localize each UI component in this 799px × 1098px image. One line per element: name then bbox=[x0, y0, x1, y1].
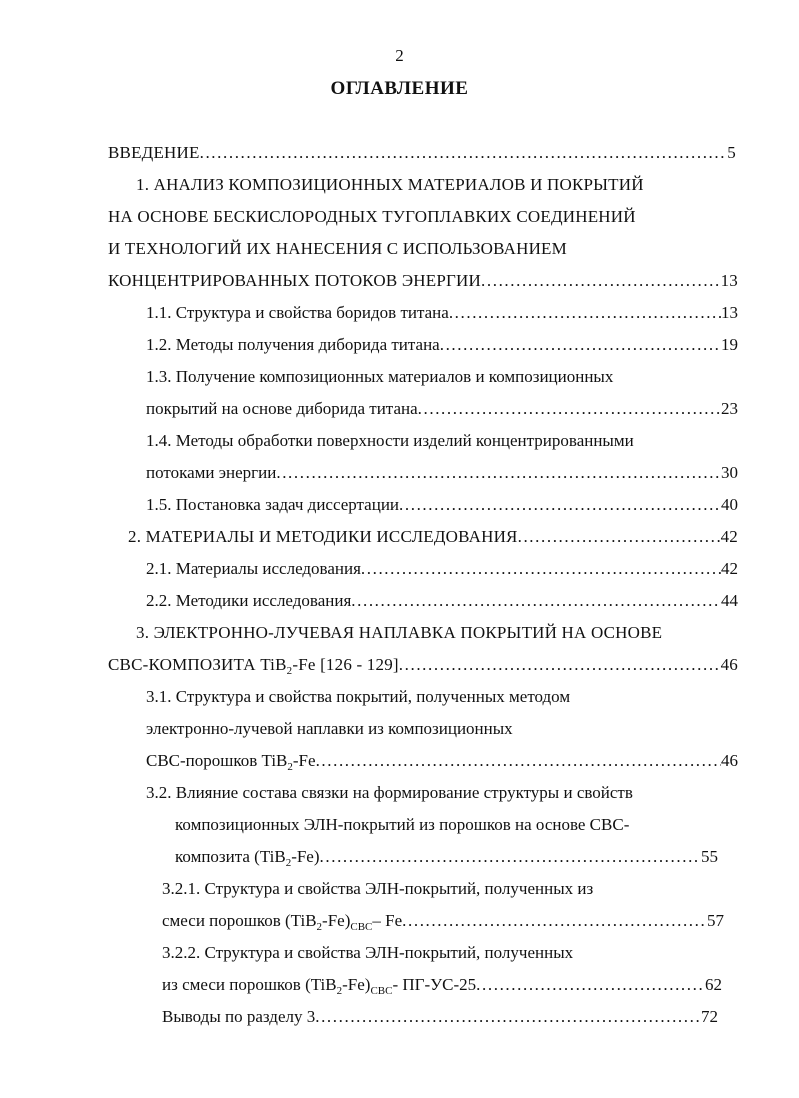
toc-chapter-1-last-line bbox=[108, 270, 738, 292]
toc-entry-3-1-line: электронно-лучевой наплавки из композиционных bbox=[146, 719, 513, 738]
toc-entry-3-2-1-line: 3.2.1. Структура и свойства ЭЛН-покрытий, полученных из bbox=[162, 879, 594, 898]
toc-entry-text: 2.1. Материалы исследования bbox=[146, 559, 361, 578]
toc-entry-2-1 bbox=[146, 558, 738, 580]
toc-entry-text: КОНЦЕНТРИРОВАННЫХ ПОТОКОВ ЭНЕРГИИ bbox=[108, 271, 482, 290]
toc-page-number: 23 bbox=[721, 399, 738, 418]
toc-page-number: 42 bbox=[721, 559, 738, 578]
toc-entry-1-3 bbox=[146, 398, 738, 420]
toc-entry-text: потоками энергии bbox=[146, 463, 277, 482]
toc-entry-1-5 bbox=[146, 494, 738, 516]
toc-page-number: 46 bbox=[721, 751, 738, 770]
toc-entry-3-1-line: 3.1. Структура и свойства покрытий, полученных методом bbox=[146, 687, 571, 706]
toc-entry-conclusions-3 bbox=[162, 1006, 718, 1028]
toc-entry-1-4-line: 1.4. Методы обработки поверхности изделий концентрированными bbox=[146, 431, 634, 450]
toc-entry-text: 2.2. Методики исследования bbox=[146, 591, 352, 610]
toc-entry-text: 1.5. Постановка задач диссертации bbox=[146, 495, 400, 514]
toc-chapter-3-last-line bbox=[108, 654, 738, 676]
toc-entry-3-2-2 bbox=[162, 974, 722, 996]
toc-entry-1-1 bbox=[146, 302, 738, 324]
toc-entry-3-1 bbox=[146, 750, 738, 772]
toc-entry-text: СВС-порошков TiB$_2$-Fe bbox=[146, 751, 316, 773]
toc-page-number: 13 bbox=[721, 303, 738, 322]
toc-page-number: 13 bbox=[720, 271, 738, 290]
toc-page-number: 57 bbox=[707, 911, 724, 930]
toc-page-number: 72 bbox=[701, 1007, 718, 1026]
toc-entry-1-3-line: 1.3. Получение композиционных материалов и композиционных bbox=[146, 367, 614, 386]
toc-entry-text: СВС-КОМПОЗИТА TiB$_2$-Fe [126 - 129] bbox=[108, 655, 399, 677]
toc-page-number: 19 bbox=[721, 335, 738, 354]
toc-entry-text: 1.2. Методы получения диборида титана bbox=[146, 335, 440, 354]
toc-entry-text: из смеси порошков $(TiB_2-Fe)_{СВС}-$ ПГ-УС-25 bbox=[162, 975, 477, 997]
toc-page-number: 5 bbox=[727, 143, 736, 162]
toc-page-number: 30 bbox=[721, 463, 738, 482]
toc-entry-introduction bbox=[108, 142, 736, 164]
page-number: 2 bbox=[395, 46, 404, 65]
toc-page-number: 46 bbox=[720, 655, 738, 674]
toc-entry-text: 2. МАТЕРИАЛЫ И МЕТОДИКИ ИССЛЕДОВАНИЯ bbox=[128, 527, 518, 546]
toc-entry-1-4 bbox=[146, 462, 738, 484]
toc-entry-text: покрытий на основе диборида титана bbox=[146, 399, 418, 418]
toc-entry-text: Выводы по разделу 3 bbox=[162, 1007, 316, 1026]
toc-page-number: 44 bbox=[721, 591, 738, 610]
toc-page-number: 40 bbox=[721, 495, 738, 514]
toc-page-number: 42 bbox=[720, 527, 738, 546]
toc-entry-text: композита (TiB$_2$-Fe) bbox=[175, 847, 320, 869]
toc-entry-3-2-2-line: 3.2.2. Структура и свойства ЭЛН-покрытий, полученных bbox=[162, 943, 574, 962]
toc-page-number: 62 bbox=[705, 975, 722, 994]
toc-entry-3-2 bbox=[175, 846, 718, 868]
page-title: ОГЛАВЛЕНИЕ bbox=[330, 78, 469, 99]
toc-entry-3-2-1 bbox=[162, 910, 724, 932]
toc-chapter-1-line: 1. АНАЛИЗ КОМПОЗИЦИОННЫХ МАТЕРИАЛОВ И ПОКРЫТИЙ bbox=[136, 175, 644, 194]
toc-chapter-3-line: 3. ЭЛЕКТРОННО-ЛУЧЕВАЯ НАПЛАВКА ПОКРЫТИЙ НА ОСНОВЕ bbox=[136, 623, 663, 642]
toc-chapter-2 bbox=[128, 526, 738, 548]
toc-entry-2-2 bbox=[146, 590, 738, 612]
toc-entry-1-2 bbox=[146, 334, 738, 356]
toc-chapter-1-line: И ТЕХНОЛОГИЙ ИХ НАНЕСЕНИЯ С ИСПОЛЬЗОВАНИЕМ bbox=[108, 239, 567, 258]
toc-page-number: 55 bbox=[701, 847, 718, 866]
toc-chapter-1-line: НА ОСНОВЕ БЕСКИСЛОРОДНЫХ ТУГОПЛАВКИХ СОЕДИНЕНИЙ bbox=[108, 207, 636, 226]
toc-entry-text: 1.1. Структура и свойства боридов титана bbox=[146, 303, 449, 322]
toc-entry-text: смеси порошков $(TiB_2-Fe)_{СВС}-$ Fe bbox=[162, 911, 403, 933]
toc-entry-text: ВВЕДЕНИЕ bbox=[108, 143, 200, 162]
toc-entry-3-2-line: 3.2. Влияние состава связки на формирование структуры и свойств bbox=[146, 783, 633, 802]
toc-entry-3-2-line: композиционных ЭЛН-покрытий из порошков на основе СВС- bbox=[175, 815, 630, 834]
